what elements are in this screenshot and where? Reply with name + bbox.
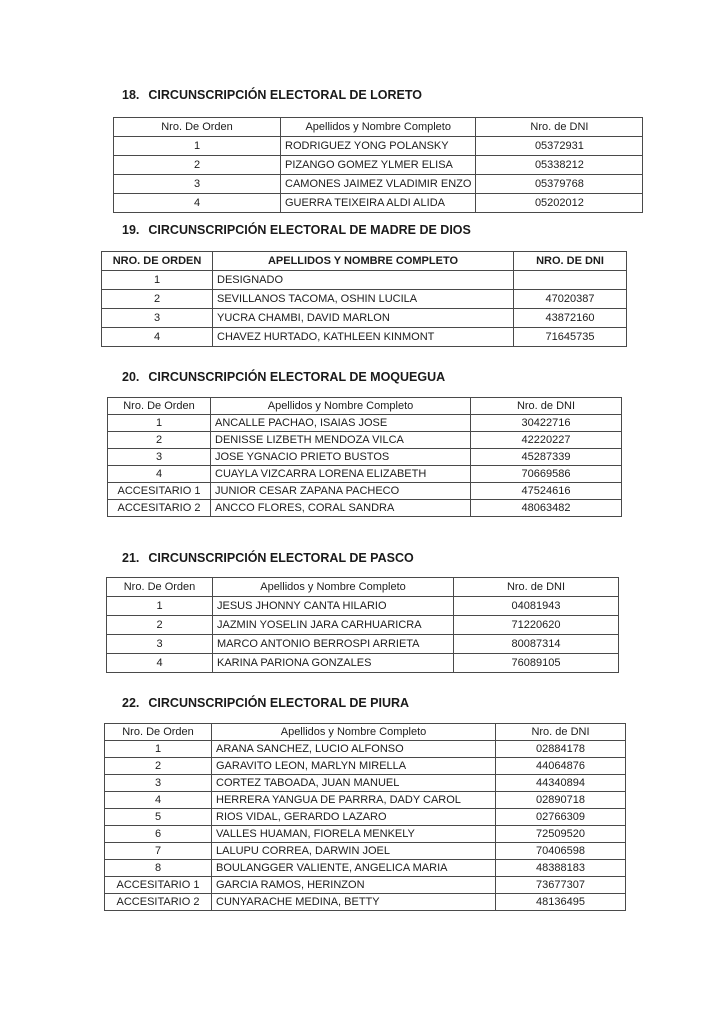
nombre-cell: DESIGNADO bbox=[213, 271, 514, 290]
orden-cell: 3 bbox=[102, 309, 213, 328]
table-row bbox=[102, 290, 627, 309]
orden-cell: 2 bbox=[102, 290, 213, 309]
nombre-cell: GARAVITO LEON, MARLYN MIRELLA bbox=[212, 758, 496, 775]
nombre-cell: DENISSE LIZBETH MENDOZA VILCA bbox=[211, 432, 471, 449]
dni-cell: 48388183 bbox=[496, 860, 626, 877]
dni-cell: 70406598 bbox=[496, 843, 626, 860]
dni-cell: 71220620 bbox=[454, 616, 619, 635]
table-row bbox=[107, 654, 619, 673]
nombre-cell: KARINA PARIONA GONZALES bbox=[213, 654, 454, 673]
dni-cell: 02884178 bbox=[496, 741, 626, 758]
orden-cell: 6 bbox=[105, 826, 212, 843]
orden-cell: 8 bbox=[105, 860, 212, 877]
dni-cell: 02766309 bbox=[496, 809, 626, 826]
header-orden: Nro. De Orden bbox=[107, 578, 213, 597]
orden-cell: 5 bbox=[105, 809, 212, 826]
section-number: 22. bbox=[122, 696, 140, 710]
table-row bbox=[105, 826, 626, 843]
table-row bbox=[114, 194, 643, 213]
header-orden: Nro. De Orden bbox=[108, 398, 211, 415]
nombre-cell: ANCALLE PACHAO, ISAIAS JOSE bbox=[211, 415, 471, 432]
dni-cell: 43872160 bbox=[514, 309, 627, 328]
table-row bbox=[105, 843, 626, 860]
nombre-cell: CORTEZ TABOADA, JUAN MANUEL bbox=[212, 775, 496, 792]
orden-cell: ACCESITARIO 1 bbox=[108, 483, 211, 500]
table-row bbox=[114, 137, 643, 156]
nombre-cell: ARANA SANCHEZ, LUCIO ALFONSO bbox=[212, 741, 496, 758]
nombre-cell: RIOS VIDAL, GERARDO LAZARO bbox=[212, 809, 496, 826]
orden-cell: 1 bbox=[102, 271, 213, 290]
section-number: 21. bbox=[122, 551, 140, 565]
table-row bbox=[108, 466, 622, 483]
orden-cell: ACCESITARIO 2 bbox=[105, 894, 212, 911]
table-row bbox=[105, 809, 626, 826]
table-row bbox=[108, 500, 622, 517]
nombre-cell: SEVILLANOS TACOMA, OSHIN LUCILA bbox=[213, 290, 514, 309]
table-header-row bbox=[107, 578, 619, 597]
table-row bbox=[105, 894, 626, 911]
dni-cell: 05338212 bbox=[476, 156, 643, 175]
orden-cell: 4 bbox=[114, 194, 281, 213]
dni-cell: 42220227 bbox=[471, 432, 622, 449]
section-title-text: CIRCUNSCRIPCIÓN ELECTORAL DE LORETO bbox=[148, 88, 423, 102]
nombre-cell: CHAVEZ HURTADO, KATHLEEN KINMONT bbox=[213, 328, 514, 347]
dni-cell: 02890718 bbox=[496, 792, 626, 809]
nombre-cell: JESUS JHONNY CANTA HILARIO bbox=[213, 597, 454, 616]
table-row bbox=[114, 175, 643, 194]
nombre-cell: GUERRA TEIXEIRA ALDI ALIDA bbox=[281, 194, 476, 213]
dni-cell: 71645735 bbox=[514, 328, 627, 347]
nombre-cell: CUNYARACHE MEDINA, BETTY bbox=[212, 894, 496, 911]
nombre-cell: ANCCO FLORES, CORAL SANDRA bbox=[211, 500, 471, 517]
table-row bbox=[102, 309, 627, 328]
table-row bbox=[105, 860, 626, 877]
table-madre-de-dios bbox=[101, 251, 627, 347]
dni-cell: 45287339 bbox=[471, 449, 622, 466]
orden-cell: 3 bbox=[105, 775, 212, 792]
dni-cell: 73677307 bbox=[496, 877, 626, 894]
nombre-cell: BOULANGGER VALIENTE, ANGELICA MARIA bbox=[212, 860, 496, 877]
nombre-cell: MARCO ANTONIO BERROSPI ARRIETA bbox=[213, 635, 454, 654]
table-row bbox=[105, 758, 626, 775]
dni-cell: 44340894 bbox=[496, 775, 626, 792]
orden-cell: 4 bbox=[108, 466, 211, 483]
nombre-cell: JAZMIN YOSELIN JARA CARHUARICRA bbox=[213, 616, 454, 635]
table-header-row bbox=[108, 398, 622, 415]
header-dni: Nro. de DNI bbox=[496, 724, 626, 741]
orden-cell: 3 bbox=[108, 449, 211, 466]
section-title-loreto bbox=[122, 88, 422, 102]
table-row bbox=[105, 877, 626, 894]
header-nombre: APELLIDOS Y NOMBRE COMPLETO bbox=[213, 252, 514, 271]
table-row bbox=[105, 741, 626, 758]
table-row bbox=[105, 792, 626, 809]
section-number: 18. bbox=[122, 88, 140, 102]
dni-cell: 72509520 bbox=[496, 826, 626, 843]
orden-cell: 3 bbox=[107, 635, 213, 654]
dni-cell: 30422716 bbox=[471, 415, 622, 432]
table-header-row bbox=[105, 724, 626, 741]
orden-cell: ACCESITARIO 2 bbox=[108, 500, 211, 517]
table-piura bbox=[104, 723, 626, 911]
dni-cell: 44064876 bbox=[496, 758, 626, 775]
section-title-text: CIRCUNSCRIPCIÓN ELECTORAL DE PASCO bbox=[148, 551, 414, 565]
table-row bbox=[107, 635, 619, 654]
nombre-cell: HERRERA YANGUA DE PARRRA, DADY CAROL bbox=[212, 792, 496, 809]
orden-cell: 1 bbox=[114, 137, 281, 156]
orden-cell: 4 bbox=[107, 654, 213, 673]
orden-cell: 1 bbox=[108, 415, 211, 432]
table-row bbox=[102, 271, 627, 290]
header-nombre: Apellidos y Nombre Completo bbox=[212, 724, 496, 741]
orden-cell: 1 bbox=[105, 741, 212, 758]
dni-cell: 47524616 bbox=[471, 483, 622, 500]
nombre-cell: JUNIOR CESAR ZAPANA PACHECO bbox=[211, 483, 471, 500]
orden-cell: 4 bbox=[102, 328, 213, 347]
dni-cell: 04081943 bbox=[454, 597, 619, 616]
nombre-cell: YUCRA CHAMBI, DAVID MARLON bbox=[213, 309, 514, 328]
dni-cell: 05202012 bbox=[476, 194, 643, 213]
dni-cell: 48063482 bbox=[471, 500, 622, 517]
section-title-piura bbox=[122, 696, 409, 710]
nombre-cell: GARCIA RAMOS, HERINZON bbox=[212, 877, 496, 894]
header-orden: Nro. De Orden bbox=[105, 724, 212, 741]
orden-cell: 4 bbox=[105, 792, 212, 809]
table-row bbox=[105, 775, 626, 792]
orden-cell: 2 bbox=[107, 616, 213, 635]
header-dni: Nro. de DNI bbox=[471, 398, 622, 415]
table-pasco bbox=[106, 577, 619, 673]
header-orden: Nro. De Orden bbox=[114, 118, 281, 137]
orden-cell: 2 bbox=[114, 156, 281, 175]
header-nombre: Apellidos y Nombre Completo bbox=[211, 398, 471, 415]
section-title-text: CIRCUNSCRIPCIÓN ELECTORAL DE MOQUEGUA bbox=[148, 370, 446, 384]
orden-cell: ACCESITARIO 1 bbox=[105, 877, 212, 894]
nombre-cell: PIZANGO GOMEZ YLMER ELISA bbox=[281, 156, 476, 175]
orden-cell: 7 bbox=[105, 843, 212, 860]
header-dni: Nro. de DNI bbox=[476, 118, 643, 137]
header-nombre: Apellidos y Nombre Completo bbox=[281, 118, 476, 137]
dni-cell: 05379768 bbox=[476, 175, 643, 194]
orden-cell: 3 bbox=[114, 175, 281, 194]
dni-cell: 48136495 bbox=[496, 894, 626, 911]
header-dni: NRO. DE DNI bbox=[514, 252, 627, 271]
section-title-pasco bbox=[122, 551, 414, 565]
table-header-row bbox=[114, 118, 643, 137]
orden-cell: 2 bbox=[105, 758, 212, 775]
table-moquegua bbox=[107, 397, 622, 517]
nombre-cell: CAMONES JAIMEZ VLADIMIR ENZO bbox=[281, 175, 476, 194]
dni-cell: 70669586 bbox=[471, 466, 622, 483]
header-dni: Nro. de DNI bbox=[454, 578, 619, 597]
table-row bbox=[107, 597, 619, 616]
table-loreto bbox=[113, 117, 643, 213]
nombre-cell: VALLES HUAMAN, FIORELA MENKELY bbox=[212, 826, 496, 843]
dni-cell: 47020387 bbox=[514, 290, 627, 309]
dni-cell bbox=[514, 271, 627, 290]
table-row bbox=[107, 616, 619, 635]
nombre-cell: LALUPU CORREA, DARWIN JOEL bbox=[212, 843, 496, 860]
section-title-text: CIRCUNSCRIPCIÓN ELECTORAL DE MADRE DE DIOS bbox=[148, 223, 471, 237]
dni-cell: 80087314 bbox=[454, 635, 619, 654]
table-row bbox=[108, 432, 622, 449]
section-number: 19. bbox=[122, 223, 140, 237]
table-header-row bbox=[102, 252, 627, 271]
nombre-cell: RODRIGUEZ YONG POLANSKY bbox=[281, 137, 476, 156]
section-number: 20. bbox=[122, 370, 140, 384]
header-orden: NRO. DE ORDEN bbox=[102, 252, 213, 271]
nombre-cell: JOSE YGNACIO PRIETO BUSTOS bbox=[211, 449, 471, 466]
table-row bbox=[108, 483, 622, 500]
table-row bbox=[108, 449, 622, 466]
header-nombre: Apellidos y Nombre Completo bbox=[213, 578, 454, 597]
dni-cell: 05372931 bbox=[476, 137, 643, 156]
section-title-madre-de-dios bbox=[122, 223, 471, 237]
dni-cell: 76089105 bbox=[454, 654, 619, 673]
table-row bbox=[108, 415, 622, 432]
orden-cell: 2 bbox=[108, 432, 211, 449]
table-row bbox=[102, 328, 627, 347]
nombre-cell: CUAYLA VIZCARRA LORENA ELIZABETH bbox=[211, 466, 471, 483]
section-title-moquegua bbox=[122, 370, 445, 384]
orden-cell: 1 bbox=[107, 597, 213, 616]
section-title-text: CIRCUNSCRIPCIÓN ELECTORAL DE PIURA bbox=[148, 696, 410, 710]
table-row bbox=[114, 156, 643, 175]
